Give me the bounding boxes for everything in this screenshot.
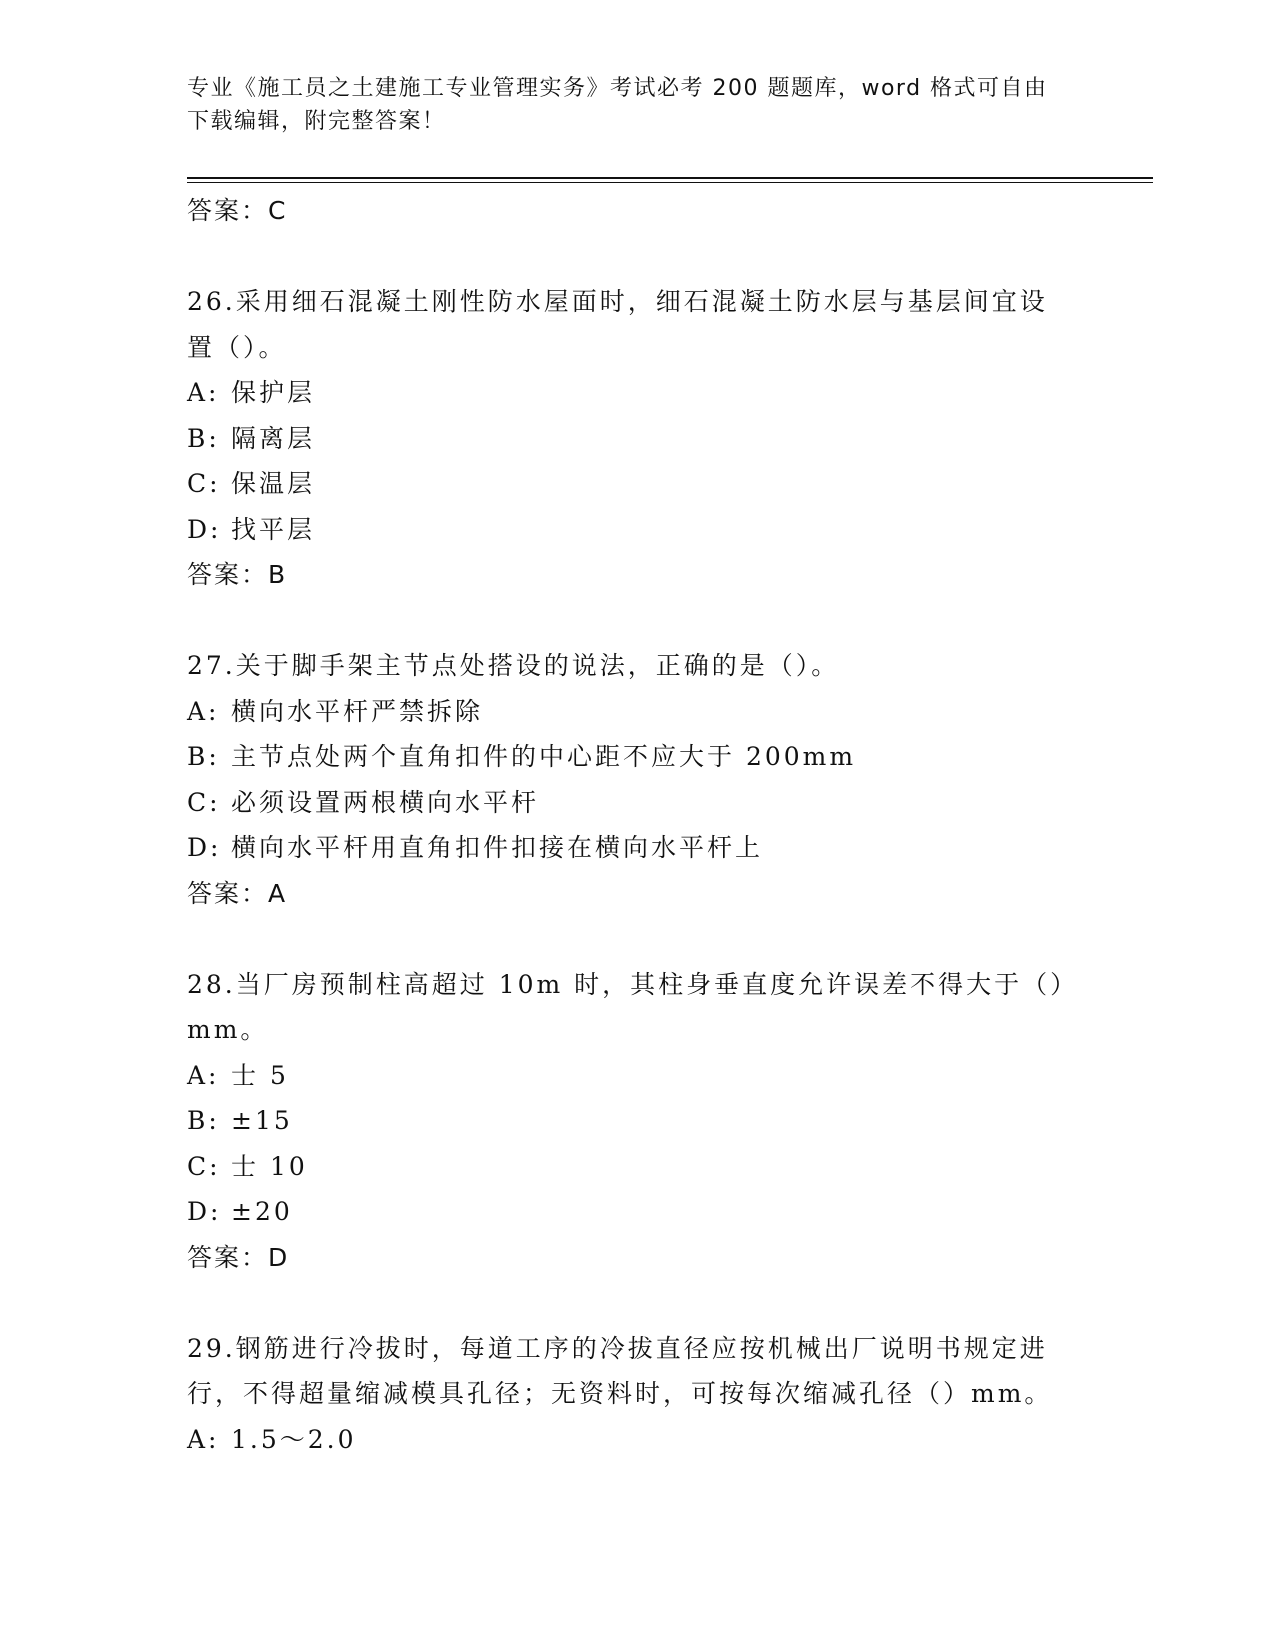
option-c <box>187 461 1087 507</box>
option-d <box>187 1189 1087 1235</box>
option-letter: A: <box>187 1424 220 1454</box>
header-rule-thick <box>187 177 1153 179</box>
spacer <box>187 916 1087 962</box>
option-letter: D: <box>187 514 222 544</box>
question-stem-line: 27.关于脚手架主节点处搭设的说法，正确的是（）。 <box>187 651 840 680</box>
answer-line: 答案：D <box>187 1242 290 1272</box>
spacer <box>187 598 1087 644</box>
question-29 <box>187 1326 1087 1463</box>
option-text: 主节点处两个直角扣件的中心距不应大于 200mm <box>231 742 857 771</box>
option-b <box>187 416 1087 462</box>
option-letter: B: <box>187 1106 220 1135</box>
option-letter: D: <box>187 1197 222 1226</box>
option-b <box>187 734 1087 780</box>
option-text: ±15 <box>231 1106 293 1135</box>
option-text: 士 5 <box>231 1060 289 1090</box>
option-letter: B: <box>187 423 220 453</box>
document-header <box>187 72 1067 138</box>
option-text: 1.5～2.0 <box>231 1424 357 1454</box>
option-letter: A: <box>187 1060 220 1090</box>
option-text: 保温层 <box>231 469 316 498</box>
option-text: 隔离层 <box>231 423 316 453</box>
option-d <box>187 825 1087 871</box>
option-letter: B: <box>187 742 220 771</box>
question-stem-line: 28.当厂房预制柱高超过 10m 时，其柱身垂直度允许误差不得大于（） <box>187 969 1079 999</box>
spacer <box>187 1280 1087 1326</box>
option-text: 保护层 <box>231 378 316 407</box>
option-a <box>187 689 1087 735</box>
option-a <box>187 370 1087 416</box>
question-stem-line: 行，不得超量缩减模具孔径；无资料时，可按每次缩减孔径（）mm。 <box>187 1379 1053 1408</box>
option-text: 横向水平杆严禁拆除 <box>231 696 484 726</box>
answer-line: 答案：A <box>187 878 288 908</box>
option-a <box>187 1417 1087 1463</box>
question-stem-line: 置（）。 <box>187 332 287 362</box>
option-letter: A: <box>187 378 220 407</box>
option-a <box>187 1053 1087 1099</box>
question-28 <box>187 962 1087 1281</box>
header-rule-thin <box>187 182 1153 183</box>
previous-answer: 答案：C <box>187 196 288 225</box>
option-letter: C: <box>187 787 221 817</box>
option-c <box>187 780 1087 826</box>
answer-line: 答案：B <box>187 560 288 589</box>
option-text: 必须设置两根横向水平杆 <box>231 787 540 817</box>
spacer <box>187 234 1087 280</box>
header-line-1: 专业《施工员之土建施工专业管理实务》考试必考 200 题题库，word 格式可自由 <box>187 76 1048 101</box>
option-text: 找平层 <box>231 514 316 544</box>
question-stem-line: 29.钢筋进行冷拔时，每道工序的冷拔直径应按机械出厂说明书规定进 <box>187 1333 1048 1363</box>
option-d <box>187 507 1087 553</box>
option-c <box>187 1144 1087 1190</box>
question-26 <box>187 279 1087 598</box>
option-text: 横向水平杆用直角扣件扣接在横向水平杆上 <box>231 833 764 862</box>
question-list <box>187 188 1087 1462</box>
question-stem-line: mm。 <box>187 1015 269 1044</box>
option-b <box>187 1098 1087 1144</box>
option-letter: D: <box>187 833 222 862</box>
header-line-2: 下载编辑，附完整答案！ <box>187 109 446 134</box>
option-letter: C: <box>187 1151 221 1181</box>
option-letter: A: <box>187 696 220 726</box>
option-letter: C: <box>187 469 221 498</box>
question-27 <box>187 643 1087 916</box>
option-text: ±20 <box>231 1197 293 1226</box>
option-text: 士 10 <box>231 1151 308 1181</box>
question-stem-line: 26.采用细石混凝土刚性防水屋面时，细石混凝土防水层与基层间宜设 <box>187 287 1048 316</box>
